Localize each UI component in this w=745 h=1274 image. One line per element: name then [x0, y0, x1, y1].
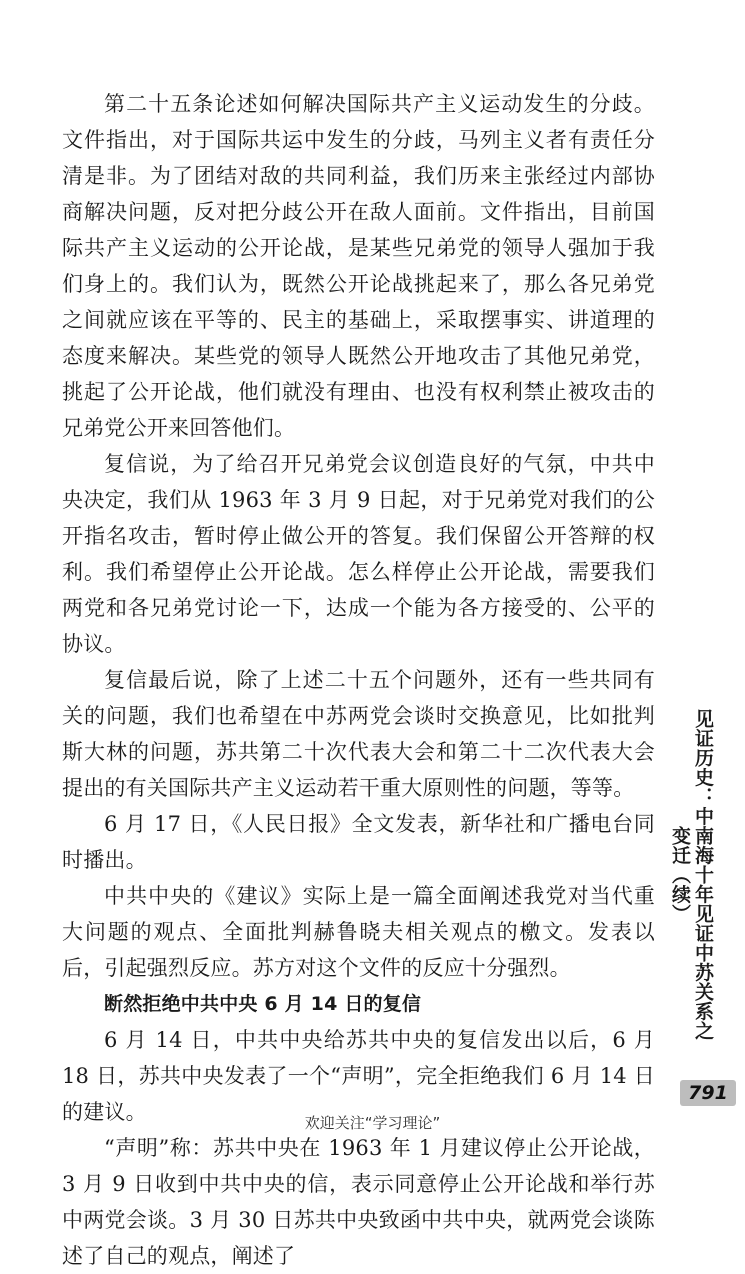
paragraph: 6 月 14 日，中共中央给苏共中央的复信发出以后，6 月 18 日，苏共中央发表了一个“声明”，完全拒绝我们 6 月 14 日的建议。	[62, 1028, 655, 1124]
section-heading: 断然拒绝中共中央 6 月 14 日的复信	[104, 993, 422, 1015]
paragraph: “声明”称：苏共中央在 1963 年 1 月建议停止公开论战，3 月 9 日收到中共中央的信，表示同意停止公开论战和举行苏中两党会谈。3 月 30 日苏共中央致函中共中央，就两党会谈陈述了自己的观点，阐述了	[62, 1136, 655, 1268]
paragraph: 6 月 17 日，《人民日报》全文发表，新华社和广播电台同时播出。	[62, 812, 655, 872]
page-number: 791	[680, 1080, 736, 1106]
paragraph: 复信说，为了给召开兄弟党会议创造良好的气氛，中共中央决定，我们从 1963 年 3 月 9 日起，对于兄弟党对我们的公开指名攻击，暂时停止做公开的答复。我们保留公开答辩的权利。我们希望停止公开论战。怎么样停止公开论战，需要我们两党和各兄弟党讨论一下，达成一个能为各方接受的、公平的协议。	[62, 452, 655, 656]
paragraph: 中共中央的《建议》实际上是一篇全面阐述我党对当代重大问题的观点、全面批判赫鲁晓夫相关观点的檄文。发表以后，引起强烈反应。苏方对这个文件的反应十分强烈。	[62, 884, 655, 980]
running-side-title: 见证历史：中南海十年见证中苏关系之变迁（续）	[669, 709, 714, 1041]
footer-note: 欢迎关注“学习理论”	[304, 1114, 441, 1132]
paragraph: 复信最后说，除了上述二十五个问题外，还有一些共同有关的问题，我们也希望在中苏两党会谈时交换意见，比如批判斯大林的问题，苏共第二十次代表大会和第二十二次代表大会提出的有关国际共产主义运动若干重大原则性的问题，等等。	[62, 668, 655, 800]
paragraph: 第二十五条论述如何解决国际共产主义运动发生的分歧。文件指出，对于国际共运中发生的分歧，马列主义者有责任分清是非。为了团结对敌的共同利益，我们历来主张经过内部协商解决问题，反对把分歧公开在敌人面前。文件指出，目前国际共产主义运动的公开论战，是某些兄弟党的领导人强加于我们身上的。我们认为，既然公开论战挑起来了，那么各兄弟党之间就应该在平等的、民主的基础上，采取摆事实、讲道理的态度来解决。某些党的领导人既然公开地攻击了其他兄弟党，挑起了公开论战，他们就没有理由、也没有权利禁止被攻击的兄弟党公开来回答他们。	[62, 92, 655, 440]
body-text	[62, 86, 655, 1274]
